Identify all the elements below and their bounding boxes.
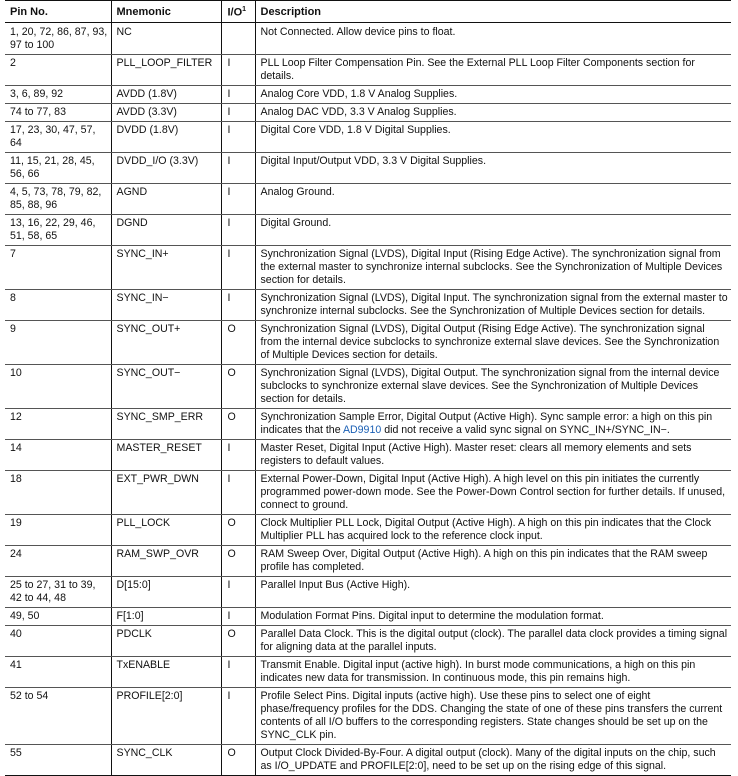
pin-number-cell: 9	[5, 320, 111, 364]
description-cell: Analog Core VDD, 1.8 V Analog Supplies.	[255, 85, 731, 103]
description-cell: Synchronization Signal (LVDS), Digital Output. The synchronization signal from the internal device subclocks to synchronize external slave devices. See the Synchronization of Multiple Devices section for details.	[255, 364, 731, 408]
description-cell: Analog Ground.	[255, 183, 731, 214]
table-row	[5, 103, 731, 121]
io-cell: I	[221, 656, 255, 687]
io-cell: I	[221, 152, 255, 183]
header-io	[221, 1, 255, 23]
table-row	[5, 214, 731, 245]
header-io-label: I/O	[227, 6, 243, 19]
pin-number-cell: 4, 5, 73, 78, 79, 82, 85, 88, 96	[5, 183, 111, 214]
io-cell: I	[221, 607, 255, 625]
pin-number-cell: 55	[5, 744, 111, 775]
description-cell: Synchronization Signal (LVDS), Digital Input. The synchronization signal from the external master to synchronize internal subclocks. See the Synchronization of Multiple Devices section for details.	[255, 289, 731, 320]
pin-number-cell: 25 to 27, 31 to 39, 42 to 44, 48	[5, 576, 111, 607]
mnemonic-cell: DVDD (1.8V)	[111, 121, 221, 152]
description-cell: Digital Ground.	[255, 214, 731, 245]
pin-number-cell: 52 to 54	[5, 687, 111, 744]
mnemonic-cell: SYNC_IN−	[111, 289, 221, 320]
io-cell	[221, 22, 255, 54]
mnemonic-cell: PLL_LOCK	[111, 514, 221, 545]
io-cell: O	[221, 408, 255, 439]
pin-number-cell: 41	[5, 656, 111, 687]
description-cell: Profile Select Pins. Digital inputs (active high). Use these pins to select one of eight phase/frequency profiles for the DDS. Changing the state of one of these pins transfers the current contents of all I/O buffers to the corresponding registers. State changes should be set up on the SYNC_CLK pin.	[255, 687, 731, 744]
table-row	[5, 576, 731, 607]
part-number-link[interactable]: AD9910	[342, 423, 382, 436]
mnemonic-cell: DGND	[111, 214, 221, 245]
io-cell: I	[221, 183, 255, 214]
description-cell: Master Reset, Digital Input (Active High). Master reset: clears all memory elements and sets registers to default values.	[255, 439, 731, 470]
table-row	[5, 245, 731, 289]
header-mnemonic: Mnemonic	[111, 1, 221, 23]
table-row	[5, 22, 731, 54]
description-cell: Modulation Format Pins. Digital input to determine the modulation format.	[255, 607, 731, 625]
description-text: Synchronization Sample Error, Digital Output (Active High). Sync sample error: a high on this pin indicates that the	[260, 410, 713, 436]
pin-number-cell: 18	[5, 470, 111, 514]
pin-number-cell: 14	[5, 439, 111, 470]
description-cell	[255, 408, 731, 439]
table-row	[5, 320, 731, 364]
pin-number-cell: 74 to 77, 83	[5, 103, 111, 121]
pin-number-cell: 1, 20, 72, 86, 87, 93, 97 to 100	[5, 22, 111, 54]
table-row	[5, 364, 731, 408]
io-cell: O	[221, 744, 255, 775]
table-row	[5, 545, 731, 576]
io-cell: I	[221, 470, 255, 514]
description-cell: RAM Sweep Over, Digital Output (Active High). A high on this pin indicates that the RAM sweep profile has completed.	[255, 545, 731, 576]
table-row	[5, 470, 731, 514]
io-cell: O	[221, 364, 255, 408]
pin-number-cell: 49, 50	[5, 607, 111, 625]
mnemonic-cell: MASTER_RESET	[111, 439, 221, 470]
io-cell: I	[221, 687, 255, 744]
pin-number-cell: 10	[5, 364, 111, 408]
mnemonic-cell: EXT_PWR_DWN	[111, 470, 221, 514]
io-cell: O	[221, 625, 255, 656]
description-cell: Transmit Enable. Digital input (active high). In burst mode communications, a high on this pin indicates new data for transmission. In continuous mode, this pin remains high.	[255, 656, 731, 687]
description-cell: Digital Input/Output VDD, 3.3 V Digital Supplies.	[255, 152, 731, 183]
table-row	[5, 54, 731, 85]
header-pin-no: Pin No.	[5, 1, 111, 23]
table-row	[5, 607, 731, 625]
table-row	[5, 152, 731, 183]
description-cell: External Power-Down, Digital Input (Active High). A high level on this pin initiates the currently programmed power-down mode. See the Power-Down Control section for further details. If unused, connect to ground.	[255, 470, 731, 514]
pin-number-cell: 12	[5, 408, 111, 439]
pin-number-cell: 11, 15, 21, 28, 45, 56, 66	[5, 152, 111, 183]
pin-number-cell: 7	[5, 245, 111, 289]
mnemonic-cell: F[1:0]	[111, 607, 221, 625]
io-cell: I	[221, 214, 255, 245]
description-cell: Not Connected. Allow device pins to float.	[255, 22, 731, 54]
mnemonic-cell: TxENABLE	[111, 656, 221, 687]
io-cell: I	[221, 121, 255, 152]
pin-number-cell: 24	[5, 545, 111, 576]
pin-number-cell: 40	[5, 625, 111, 656]
io-cell: O	[221, 320, 255, 364]
description-cell: Output Clock Divided-By-Four. A digital output (clock). Many of the digital inputs on the chip, such as I/O_UPDATE and PROFILE[2:0], need to be set up on the rising edge of this signal.	[255, 744, 731, 775]
header-description: Description	[255, 1, 731, 23]
description-cell: Parallel Data Clock. This is the digital output (clock). The parallel data clock provides a timing signal for aligning data at the parallel inputs.	[255, 625, 731, 656]
io-cell: I	[221, 576, 255, 607]
mnemonic-cell: PDCLK	[111, 625, 221, 656]
mnemonic-cell: RAM_SWP_OVR	[111, 545, 221, 576]
mnemonic-cell: SYNC_IN+	[111, 245, 221, 289]
mnemonic-cell: D[15:0]	[111, 576, 221, 607]
description-cell: PLL Loop Filter Compensation Pin. See the External PLL Loop Filter Components section for details.	[255, 54, 731, 85]
mnemonic-cell: DVDD_I/O (3.3V)	[111, 152, 221, 183]
pin-number-cell: 8	[5, 289, 111, 320]
pin-number-cell: 17, 23, 30, 47, 57, 64	[5, 121, 111, 152]
mnemonic-cell: SYNC_SMP_ERR	[111, 408, 221, 439]
io-cell: I	[221, 245, 255, 289]
pin-function-table	[5, 0, 731, 776]
description-cell: Clock Multiplier PLL Lock, Digital Output (Active High). A high on this pin indicates that the Clock Multiplier PLL has acquired lock to the reference clock input.	[255, 514, 731, 545]
pin-number-cell: 13, 16, 22, 29, 46, 51, 58, 65	[5, 214, 111, 245]
pin-number-cell: 3, 6, 89, 92	[5, 85, 111, 103]
mnemonic-cell: PROFILE[2:0]	[111, 687, 221, 744]
io-cell: O	[221, 514, 255, 545]
table-row	[5, 408, 731, 439]
mnemonic-cell: NC	[111, 22, 221, 54]
mnemonic-cell: SYNC_OUT−	[111, 364, 221, 408]
table-row	[5, 656, 731, 687]
table-row	[5, 514, 731, 545]
description-cell: Analog DAC VDD, 3.3 V Analog Supplies.	[255, 103, 731, 121]
pin-number-cell: 19	[5, 514, 111, 545]
mnemonic-cell: SYNC_OUT+	[111, 320, 221, 364]
mnemonic-cell: AVDD (3.3V)	[111, 103, 221, 121]
io-cell: I	[221, 85, 255, 103]
table-row	[5, 85, 731, 103]
table-row	[5, 744, 731, 775]
io-cell: I	[221, 54, 255, 85]
table-row	[5, 439, 731, 470]
io-cell: I	[221, 289, 255, 320]
description-cell: Digital Core VDD, 1.8 V Digital Supplies.	[255, 121, 731, 152]
io-cell: I	[221, 103, 255, 121]
io-cell: I	[221, 439, 255, 470]
table-row	[5, 687, 731, 744]
description-cell: Synchronization Signal (LVDS), Digital Input (Rising Edge Active). The synchronization signal from the external master to synchronize internal subclocks. See the Synchronization of Multiple Devices section for details.	[255, 245, 731, 289]
mnemonic-cell: SYNC_CLK	[111, 744, 221, 775]
description-cell: Synchronization Signal (LVDS), Digital Output (Rising Edge Active). The synchronization signal from the internal device subclocks to synchronize external slave devices. See the Synchronization of Multiple Devices section for details.	[255, 320, 731, 364]
mnemonic-cell: PLL_LOOP_FILTER	[111, 54, 221, 85]
table-header-row	[5, 1, 731, 23]
table-row	[5, 625, 731, 656]
table-row	[5, 183, 731, 214]
mnemonic-cell: AGND	[111, 183, 221, 214]
description-cell: Parallel Input Bus (Active High).	[255, 576, 731, 607]
mnemonic-cell: AVDD (1.8V)	[111, 85, 221, 103]
table-row	[5, 121, 731, 152]
description-text: did not receive a valid sync signal on SYNC_IN+/SYNC_IN−.	[381, 423, 670, 436]
header-io-footnote: 1	[242, 6, 247, 13]
io-cell: O	[221, 545, 255, 576]
pin-number-cell: 2	[5, 54, 111, 85]
table-row	[5, 289, 731, 320]
